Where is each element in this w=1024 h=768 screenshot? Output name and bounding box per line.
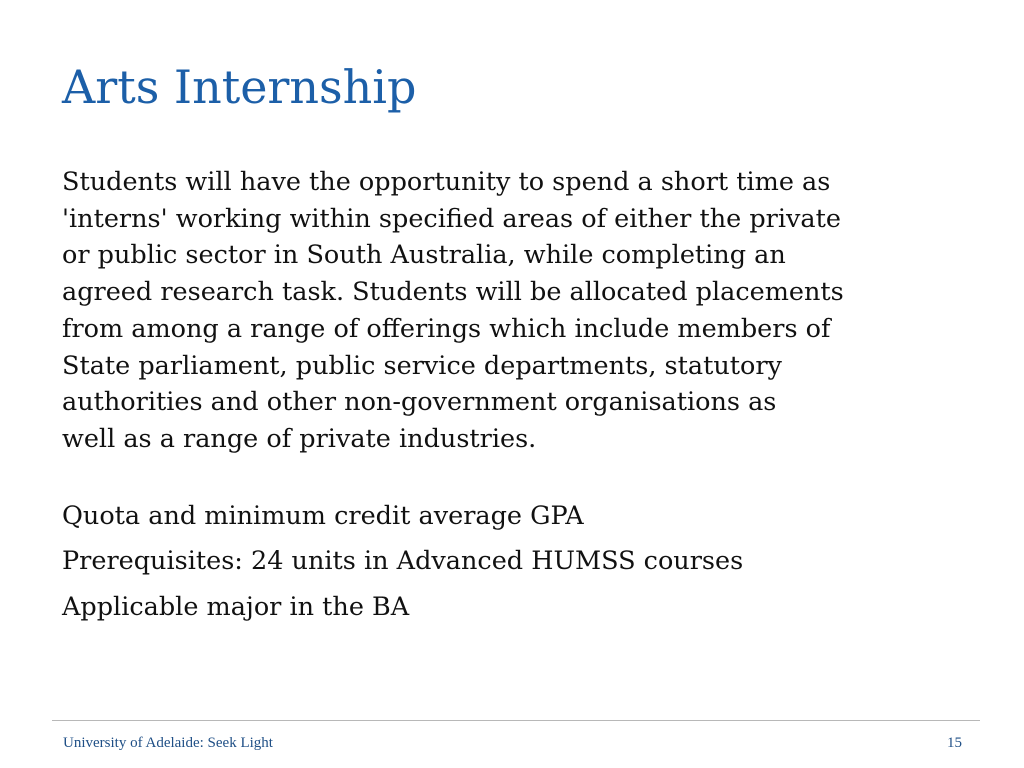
description-line: 'interns' working within specified areas of either the private	[62, 203, 841, 234]
internship-description	[62, 164, 972, 458]
footer-divider	[52, 720, 980, 721]
fact-applicable-major: Applicable major in the BA	[62, 591, 410, 622]
description-line: State parliament, public service departments, statutory	[62, 350, 782, 381]
slide-body	[62, 164, 972, 630]
description-line: agreed research task. Students will be allocated placements	[62, 277, 844, 308]
description-line: or public sector in South Australia, while completing an	[62, 240, 786, 271]
description-line: Students will have the opportunity to spend a short time as	[62, 167, 831, 197]
fact-prerequisites: Prerequisites: 24 units in Advanced HUMSS courses	[62, 546, 744, 577]
slide-title: Arts Internship	[62, 60, 417, 114]
footer-university-text: University of Adelaide: Seek Light	[63, 735, 273, 751]
description-line: authorities and other non-government organisations as	[62, 387, 777, 418]
description-line: from among a range of offerings which include members of	[62, 313, 831, 344]
slide-page-number: 15	[947, 735, 962, 751]
internship-facts-list	[62, 494, 972, 631]
description-line: well as a range of private industries.	[62, 423, 537, 454]
fact-quota-gpa: Quota and minimum credit average GPA	[62, 500, 584, 531]
